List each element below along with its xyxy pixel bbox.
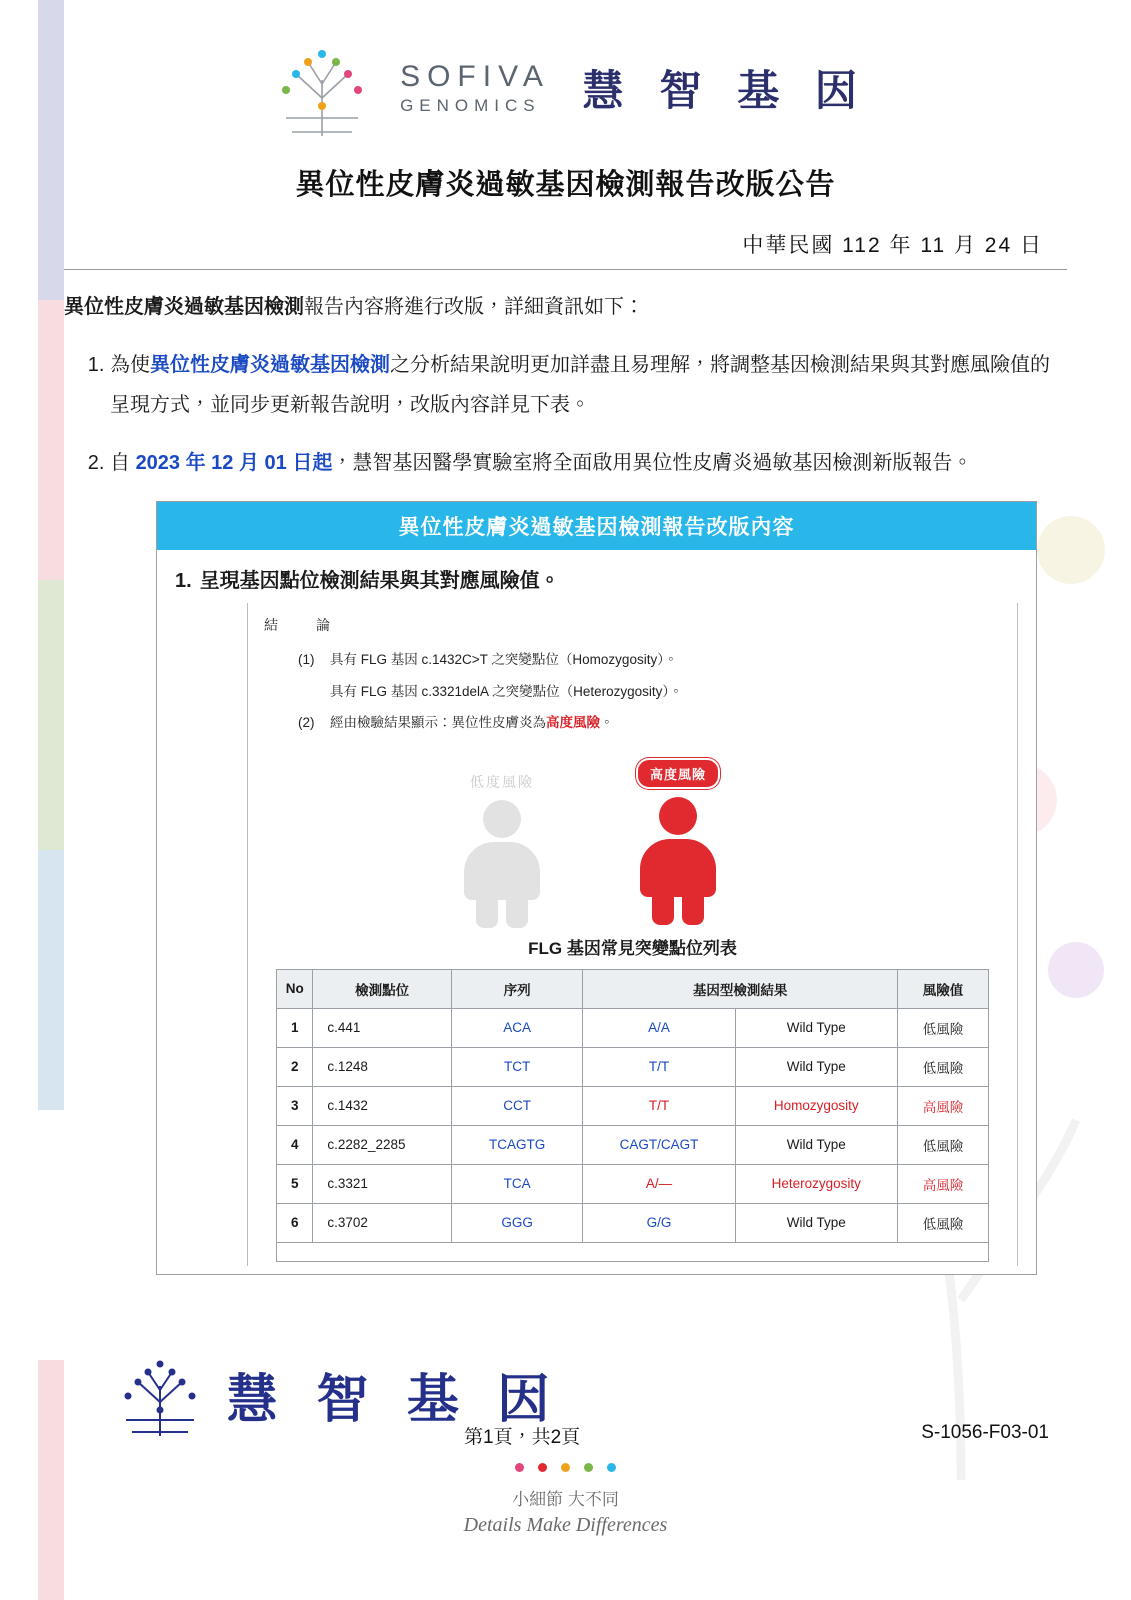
panel-item-1 <box>175 564 1018 593</box>
col-site: 檢測點位 <box>313 969 451 1008</box>
panel-item-text: 呈現基因點位檢測結果與其對應風險值。 <box>199 570 560 592</box>
footer-tree-logo-icon <box>108 1352 212 1436</box>
slogan-en: Details Make Differences <box>463 1514 668 1536</box>
risk-figure-high-caption: 高度風險 <box>636 758 720 789</box>
report-preview <box>247 603 1018 1266</box>
conclusion-line-2-risk: 高度風險 <box>546 715 600 731</box>
cell-no: 4 <box>277 1125 313 1164</box>
document-number: S-1056-F03-01 <box>921 1422 1049 1443</box>
cell-risk: 高風險 <box>897 1164 988 1203</box>
cell-seq: GGG <box>451 1203 583 1242</box>
person-icon-low-risk <box>464 800 540 920</box>
cell-site: c.3321 <box>313 1164 451 1203</box>
cell-site: c.3702 <box>313 1203 451 1242</box>
sofiva-tree-logo-icon <box>262 40 382 136</box>
table-row <box>277 1125 989 1164</box>
conclusion-line-2-suffix: 。 <box>600 715 614 731</box>
brand-name-zh: 慧 智 基 因 <box>581 67 869 114</box>
conclusion-line-1-label: (1) <box>298 652 315 667</box>
list-item <box>110 443 1067 483</box>
conclusion-line-2-label: (2) <box>298 715 315 731</box>
cell-risk: 低風險 <box>897 1125 988 1164</box>
col-seq: 序列 <box>451 969 583 1008</box>
table-header-row <box>277 969 989 1008</box>
lead-rest: 報告內容將進行改版，詳細資訊如下： <box>304 296 644 318</box>
cell-call: Wild Type <box>735 1047 897 1086</box>
item-1-post: 之分析結果說明更加詳盡且易理解，將調整基因檢測結果與其對應風險值的呈現方式，並同步更新報告說明，改版內容詳見下表。 <box>110 354 1050 416</box>
table-row <box>277 1008 989 1047</box>
conclusion-line-1-text: 具有 FLG 基因 c.1432C>T 之突變點位（Homozygosity）。 <box>330 652 678 667</box>
cell-call: Heterozygosity <box>735 1164 897 1203</box>
page-footer <box>64 1352 1067 1537</box>
table-row <box>277 1086 989 1125</box>
decorative-color-strip <box>38 0 64 1600</box>
conclusion-line-2-prefix: 經由檢驗結果顯示：異位性皮膚炎為 <box>330 715 546 731</box>
conclusion-line-1b-text: 具有 FLG 基因 c.3321delA 之突變點位（Heterozygosity）。 <box>330 683 683 699</box>
lead-paragraph <box>64 290 1067 325</box>
announcement-list <box>64 345 1067 483</box>
panel-item-number: 1. <box>175 570 192 592</box>
risk-figure-low <box>464 772 540 920</box>
cell-no: 6 <box>277 1203 313 1242</box>
cell-risk: 低風險 <box>897 1008 988 1047</box>
brand-wordmark <box>400 61 550 114</box>
cell-risk: 低風險 <box>897 1203 988 1242</box>
item-2-highlight: 2023 年 12 月 01 日起 <box>135 452 333 474</box>
document-page <box>64 0 1067 1600</box>
list-item <box>110 345 1067 425</box>
cell-genotype: T/T <box>583 1047 735 1086</box>
cell-no: 3 <box>277 1086 313 1125</box>
table-row <box>277 1047 989 1086</box>
cell-seq: TCAGTG <box>451 1125 583 1164</box>
person-icon-high-risk <box>640 797 716 917</box>
cell-site: c.441 <box>313 1008 451 1047</box>
brand-header <box>64 0 1067 136</box>
cell-no: 1 <box>277 1008 313 1047</box>
col-risk: 風險值 <box>897 969 988 1008</box>
col-no: No <box>277 969 313 1008</box>
cell-no: 5 <box>277 1164 313 1203</box>
cell-seq: ACA <box>451 1008 583 1047</box>
risk-figure-high <box>636 758 720 917</box>
footer-brand-name: 慧 智 基 因 <box>226 1370 562 1429</box>
conclusion-line-1 <box>298 649 1001 671</box>
page-title: 異位性皮膚炎過敏基因檢測報告改版公告 <box>295 169 836 201</box>
flg-mutation-table <box>276 969 989 1262</box>
cell-call: Wild Type <box>735 1125 897 1164</box>
cell-genotype: A/— <box>583 1164 735 1203</box>
risk-figure-low-caption: 低度風險 <box>470 773 534 790</box>
footer-meta <box>64 1422 1067 1449</box>
lead-bold: 異位性皮膚炎過敏基因檢測 <box>64 296 304 318</box>
cell-risk: 高風險 <box>897 1086 988 1125</box>
cell-call: Wild Type <box>735 1203 897 1242</box>
conclusion-line-2 <box>298 712 1001 734</box>
cell-no: 2 <box>277 1047 313 1086</box>
item-2-pre: 自 <box>110 452 136 474</box>
cell-seq: CCT <box>451 1086 583 1125</box>
slogan-zh: 小細節 大不同 <box>512 1490 619 1509</box>
brand-name-en-1: SOFIVA <box>400 60 550 94</box>
cell-genotype: CAGT/CAGT <box>583 1125 735 1164</box>
cell-seq: TCA <box>451 1164 583 1203</box>
panel-header: 異位性皮膚炎過敏基因檢測報告改版內容 <box>157 502 1036 550</box>
cell-seq: TCT <box>451 1047 583 1086</box>
item-1-pre: 為使 <box>110 354 150 376</box>
item-1-highlight: 異位性皮膚炎過敏基因檢測 <box>150 354 390 376</box>
cell-site: c.2282_2285 <box>313 1125 451 1164</box>
table-row <box>277 1164 989 1203</box>
cell-genotype: G/G <box>583 1203 735 1242</box>
table-row <box>277 1203 989 1242</box>
conclusion-heading: 結 論 <box>264 617 342 633</box>
page-number: 第1頁，共2頁 <box>464 1427 581 1448</box>
conclusion-line-1b <box>298 681 1001 703</box>
revision-content-panel <box>156 501 1037 1275</box>
cell-site: c.1432 <box>313 1086 451 1125</box>
document-date: 中華民國 112 年 11 月 24 日 <box>742 234 1043 257</box>
table-row-truncated <box>277 1242 989 1261</box>
cell-call: Homozygosity <box>735 1086 897 1125</box>
col-genotype-result: 基因型檢測結果 <box>583 969 898 1008</box>
cell-call: Wild Type <box>735 1008 897 1047</box>
flg-table-title: FLG 基因常見突變點位列表 <box>528 938 737 958</box>
risk-figure-group <box>264 744 1001 932</box>
cell-genotype: T/T <box>583 1086 735 1125</box>
footer-dot-row <box>64 1459 1067 1477</box>
divider <box>64 269 1067 270</box>
brand-name-en-2: GENOMICS <box>400 95 541 115</box>
cell-risk: 低風險 <box>897 1047 988 1086</box>
cell-site: c.1248 <box>313 1047 451 1086</box>
cell-genotype: A/A <box>583 1008 735 1047</box>
item-2-post: ，慧智基因醫學實驗室將全面啟用異位性皮膚炎過敏基因檢測新版報告。 <box>332 452 973 474</box>
